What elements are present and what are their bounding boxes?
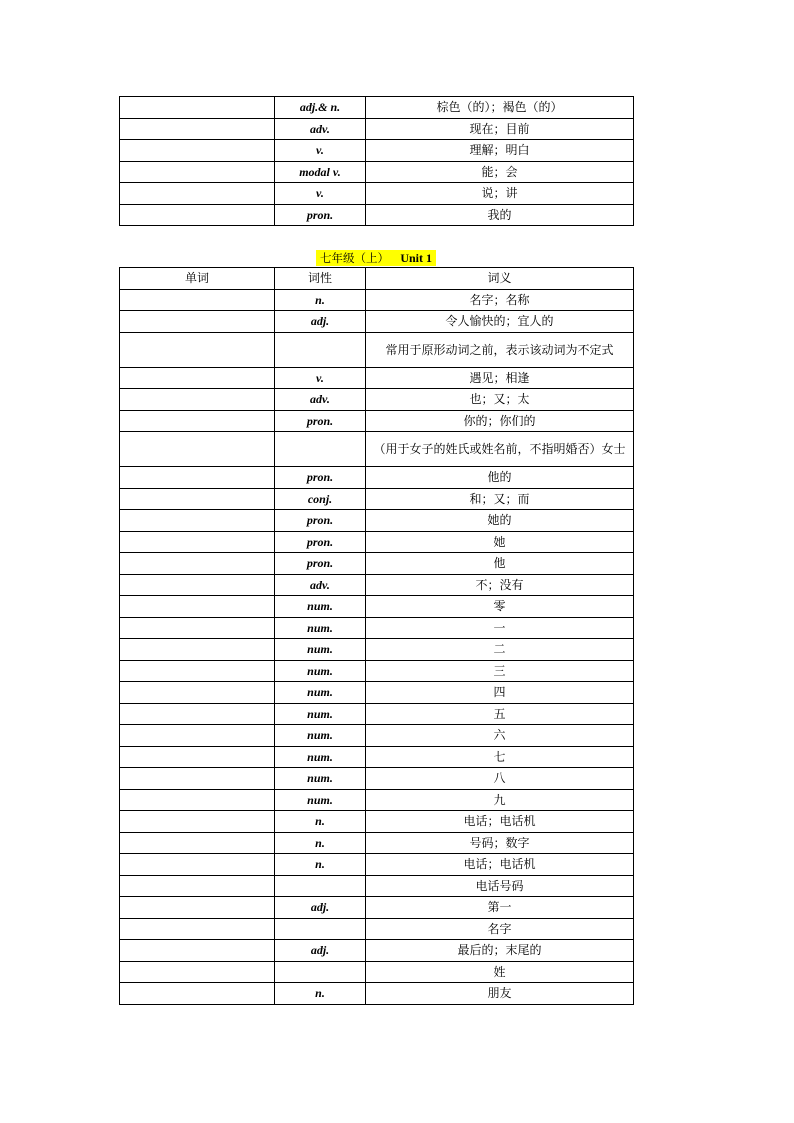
pos-cell: n. xyxy=(275,832,366,854)
word-cell xyxy=(120,488,275,510)
pos-cell: n. xyxy=(275,289,366,311)
word-cell xyxy=(120,410,275,432)
table-row xyxy=(120,161,634,183)
pos-cell: pron. xyxy=(275,531,366,553)
table-row xyxy=(120,703,634,725)
meaning-cell: 他 xyxy=(366,553,634,575)
meaning-cell: 你的；你们的 xyxy=(366,410,634,432)
meaning-cell: （用于女子的姓氏或姓名前，不指明婚否）女士 xyxy=(366,432,634,467)
word-cell xyxy=(120,389,275,411)
word-cell xyxy=(120,918,275,940)
pos-cell: num. xyxy=(275,768,366,790)
meaning-cell: 姓 xyxy=(366,961,634,983)
table-row xyxy=(120,940,634,962)
table-row xyxy=(120,811,634,833)
table-row xyxy=(120,118,634,140)
meaning-cell: 零 xyxy=(366,596,634,618)
pos-cell: num. xyxy=(275,746,366,768)
word-cell xyxy=(120,639,275,661)
meaning-cell: 说；讲 xyxy=(366,183,634,205)
pos-cell: adv. xyxy=(275,389,366,411)
pos-cell: pron. xyxy=(275,467,366,489)
word-cell xyxy=(120,183,275,205)
word-cell xyxy=(120,832,275,854)
pos-cell: v. xyxy=(275,367,366,389)
table-row xyxy=(120,746,634,768)
word-cell xyxy=(120,531,275,553)
meaning-cell: 她的 xyxy=(366,510,634,532)
word-cell xyxy=(120,553,275,575)
word-cell xyxy=(120,682,275,704)
header-pos: 词性 xyxy=(275,268,366,290)
word-cell xyxy=(120,97,275,119)
meaning-cell: 也；又；太 xyxy=(366,389,634,411)
meaning-cell: 四 xyxy=(366,682,634,704)
meaning-cell: 朋友 xyxy=(366,983,634,1005)
pos-cell: conj. xyxy=(275,488,366,510)
word-cell xyxy=(120,660,275,682)
pos-cell: num. xyxy=(275,703,366,725)
pos-cell xyxy=(275,332,366,367)
pos-cell: adj. xyxy=(275,940,366,962)
table-row xyxy=(120,617,634,639)
pos-cell: pron. xyxy=(275,204,366,226)
word-cell xyxy=(120,746,275,768)
meaning-cell: 棕色（的）；褐色（的） xyxy=(366,97,634,119)
word-cell xyxy=(120,854,275,876)
meaning-cell: 能；会 xyxy=(366,161,634,183)
word-cell xyxy=(120,789,275,811)
pos-cell xyxy=(275,918,366,940)
pos-cell xyxy=(275,961,366,983)
meaning-cell: 名字 xyxy=(366,918,634,940)
pos-cell: pron. xyxy=(275,410,366,432)
meaning-cell: 一 xyxy=(366,617,634,639)
word-cell xyxy=(120,961,275,983)
header-word: 单词 xyxy=(120,268,275,290)
word-cell xyxy=(120,367,275,389)
table-row xyxy=(120,510,634,532)
pos-cell: n. xyxy=(275,854,366,876)
meaning-cell: 第一 xyxy=(366,897,634,919)
table-row xyxy=(120,983,634,1005)
table-header-row xyxy=(120,268,634,290)
word-cell xyxy=(120,983,275,1005)
meaning-cell: 遇见；相逢 xyxy=(366,367,634,389)
meaning-cell: 令人愉快的；宜人的 xyxy=(366,311,634,333)
table-row xyxy=(120,289,634,311)
meaning-cell: 五 xyxy=(366,703,634,725)
pos-cell: pron. xyxy=(275,510,366,532)
word-cell xyxy=(120,768,275,790)
pos-cell: num. xyxy=(275,639,366,661)
word-cell xyxy=(120,311,275,333)
word-cell xyxy=(120,617,275,639)
word-cell xyxy=(120,703,275,725)
pos-cell: num. xyxy=(275,682,366,704)
meaning-cell: 九 xyxy=(366,789,634,811)
header-meaning: 词义 xyxy=(366,268,634,290)
table-row xyxy=(120,918,634,940)
meaning-cell: 现在；目前 xyxy=(366,118,634,140)
word-cell xyxy=(120,289,275,311)
meaning-cell: 电话；电话机 xyxy=(366,854,634,876)
table-row xyxy=(120,332,634,367)
table-row xyxy=(120,725,634,747)
meaning-cell: 和；又；而 xyxy=(366,488,634,510)
table-row xyxy=(120,660,634,682)
word-cell xyxy=(120,574,275,596)
word-cell xyxy=(120,467,275,489)
table-row xyxy=(120,389,634,411)
meaning-cell: 最后的；末尾的 xyxy=(366,940,634,962)
vocab-table-body xyxy=(120,289,634,1004)
table-row xyxy=(120,204,634,226)
word-cell xyxy=(120,811,275,833)
meaning-cell: 二 xyxy=(366,639,634,661)
pos-cell xyxy=(275,875,366,897)
vocab-table-body xyxy=(120,97,634,226)
meaning-cell: 他的 xyxy=(366,467,634,489)
table-row xyxy=(120,574,634,596)
table-row xyxy=(120,531,634,553)
pos-cell xyxy=(275,432,366,467)
vocab-table-continued xyxy=(119,96,634,226)
meaning-cell: 八 xyxy=(366,768,634,790)
meaning-cell: 七 xyxy=(366,746,634,768)
section-title xyxy=(119,247,633,267)
section-title-grade: 七年级（上） xyxy=(320,251,389,265)
word-cell xyxy=(120,161,275,183)
table-row xyxy=(120,432,634,467)
word-cell xyxy=(120,940,275,962)
pos-cell: pron. xyxy=(275,553,366,575)
table-row xyxy=(120,875,634,897)
meaning-cell: 六 xyxy=(366,725,634,747)
meaning-cell: 我的 xyxy=(366,204,634,226)
table-row xyxy=(120,467,634,489)
table-row xyxy=(120,897,634,919)
table-row xyxy=(120,367,634,389)
pos-cell: num. xyxy=(275,725,366,747)
table-row xyxy=(120,768,634,790)
word-cell xyxy=(120,510,275,532)
word-cell xyxy=(120,897,275,919)
table-row xyxy=(120,832,634,854)
pos-cell: adj. xyxy=(275,897,366,919)
table-row xyxy=(120,311,634,333)
pos-cell: modal v. xyxy=(275,161,366,183)
meaning-cell: 常用于原形动词之前，表示该动词为不定式 xyxy=(366,332,634,367)
table-row xyxy=(120,410,634,432)
meaning-cell: 电话；电话机 xyxy=(366,811,634,833)
vocab-table-unit-1 xyxy=(119,267,634,1005)
word-cell xyxy=(120,332,275,367)
word-cell xyxy=(120,875,275,897)
meaning-cell: 不；没有 xyxy=(366,574,634,596)
meaning-cell: 三 xyxy=(366,660,634,682)
pos-cell: n. xyxy=(275,811,366,833)
table-row xyxy=(120,682,634,704)
word-cell xyxy=(120,725,275,747)
word-cell xyxy=(120,432,275,467)
table-row xyxy=(120,961,634,983)
word-cell xyxy=(120,140,275,162)
meaning-cell: 号码；数字 xyxy=(366,832,634,854)
pos-cell: v. xyxy=(275,183,366,205)
pos-cell: adv. xyxy=(275,118,366,140)
meaning-cell: 她 xyxy=(366,531,634,553)
section-title-unit: Unit 1 xyxy=(400,251,432,265)
pos-cell: adj. xyxy=(275,311,366,333)
word-cell xyxy=(120,118,275,140)
pos-cell: n. xyxy=(275,983,366,1005)
meaning-cell: 电话号码 xyxy=(366,875,634,897)
meaning-cell: 理解；明白 xyxy=(366,140,634,162)
meaning-cell: 名字；名称 xyxy=(366,289,634,311)
table-row xyxy=(120,639,634,661)
table-row xyxy=(120,854,634,876)
table-row xyxy=(120,553,634,575)
section-title-highlight xyxy=(316,250,436,266)
table-row xyxy=(120,596,634,618)
pos-cell: num. xyxy=(275,596,366,618)
table-row xyxy=(120,140,634,162)
word-cell xyxy=(120,596,275,618)
table-row xyxy=(120,183,634,205)
pos-cell: adv. xyxy=(275,574,366,596)
pos-cell: num. xyxy=(275,789,366,811)
word-cell xyxy=(120,204,275,226)
table-row xyxy=(120,789,634,811)
pos-cell: v. xyxy=(275,140,366,162)
table-row xyxy=(120,97,634,119)
pos-cell: adj.& n. xyxy=(275,97,366,119)
table-row xyxy=(120,488,634,510)
pos-cell: num. xyxy=(275,617,366,639)
pos-cell: num. xyxy=(275,660,366,682)
